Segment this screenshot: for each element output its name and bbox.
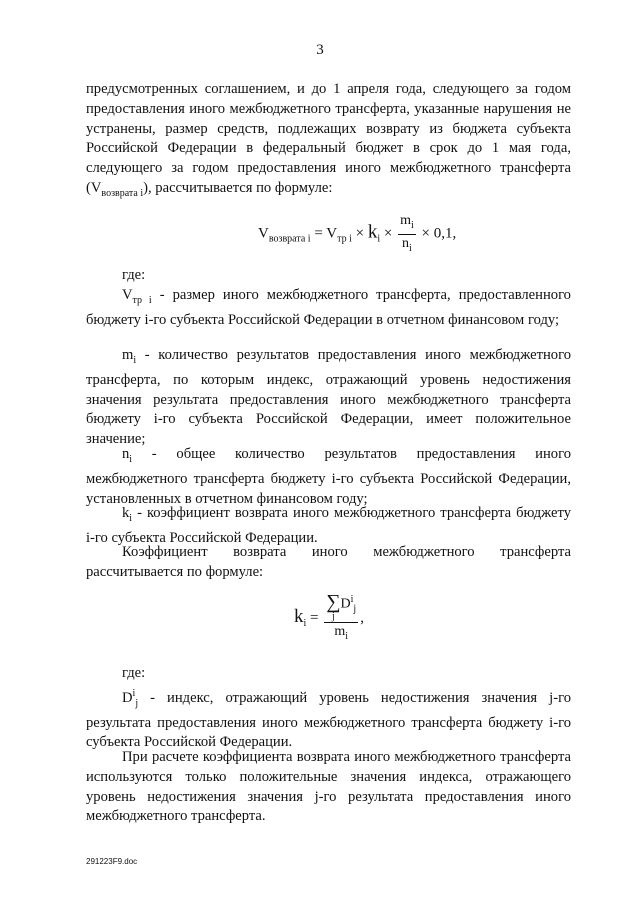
def-v-text: - размер иного межбюджетного трансферта, предоставленного бюджету i-го субъекта Российской Федерации в отчетном финансовом году; [86,287,571,328]
formula2-d: D [340,596,351,612]
formula2-den: m [334,624,346,639]
formula2-tail: , [360,609,364,626]
def-d-sup: i [132,688,136,699]
def-n-subscript: i [129,453,133,465]
definition-n [86,445,571,509]
definition-m [86,346,571,450]
sum-sign: ∑ [326,591,341,613]
formula-times-1: × [351,225,368,242]
sum-index: j [331,611,335,622]
formula2-eq: = [306,609,323,626]
definition-k [86,504,571,549]
formula2-fraction [324,592,358,645]
formula2-den-sub: i [345,630,349,642]
def-m-subscript: i [133,354,137,366]
def-m-text: - количество результатов предоставления иного межбюджетного трансферта, по которым индекс, отражающий уровень недостижения значения результата предоставления иного межбюджетного трансферта бюджету i-го субъекта Российской Федерации, имеет положительное значение; [86,347,571,448]
coefficient-intro: Коэффициент возврата иного межбюджетного трансферта рассчитывается по формуле: [86,544,571,580]
fraction-num-sub: i [410,219,414,231]
paragraph-intro-tail: ), рассчитывается по формуле: [143,179,333,196]
formula-tail: × 0,1, [417,225,457,242]
v-return-subscript: возврата i [101,187,144,199]
formula-tr-sub: тр i [337,233,352,245]
def-d-symbol: D [122,689,133,706]
paragraph-intro-text: предусмотренных соглашением, и до 1 апреля года, следующего за годом предоставления иного межбюджетного трансферта, указанные нарушения не устранены, размер средств, подлежащих возврату из бюджета субъекта Российской Федерации в федеральный бюджет в срок до 1 мая года, следующего за годом предоставления иного межбюджетного трансферта [86,81,571,177]
formula2-d-sup: i [350,594,354,605]
page-number: 3 [316,42,324,58]
formula-times-2: × [380,225,397,242]
definition-d [86,684,571,753]
formula-lhs: V [258,225,269,242]
v-return-symbol: V [90,179,102,196]
formula-k-sub: i [377,233,381,245]
formula-fraction [398,212,416,257]
def-v-subscript: тр i [132,294,152,306]
def-d-sub: j [135,697,139,709]
def-n-symbol: n [122,446,130,462]
def-v-symbol: V [122,287,133,303]
formula2-k: k [294,605,304,627]
def-m-symbol: m [122,347,134,363]
definition-v-tr [86,286,571,331]
formula-eq: = V [310,225,338,242]
def-k-subscript: i [129,512,133,524]
formula-return-amount [258,212,456,257]
final-paragraph: При расчете коэффициента возврата иного межбюджетного трансферта используются только положительные значения индекса, отражающего уровень недостижения значения j-го результата предоставления иного межбюджетного трансферта. [86,749,571,825]
formula-k: k [367,221,378,243]
formula2-k-sub: i [303,617,307,629]
def-k-symbol: k [122,505,130,521]
formula2-d-sub: j [353,603,357,615]
paragraph-intro: предусмотренных соглашением, и до 1 апреля года, следующего за годом предоставления иного межбюджетного трансферта, указанные нарушения не устранены, размер средств, подлежащих возврату из бюджета субъекта Российской Федерации в федеральный бюджет в срок до 1 мая года, следующего за годом предоставления иного межбюджетного трансферта $(V_{возврата i})$, рассчитывается по формуле: [86,81,571,199]
def-d-text: - индекс, отражающий уровень недостижения значения j-го результата предоставления иного межбюджетного трансферта бюджету i-го субъекта Российской Федерации. [86,689,571,751]
where-label-2: где: [122,665,146,681]
file-footer: 291223F9.doc [86,857,138,866]
formula-lhs-sub: возврата i [268,233,311,245]
def-k-text: - коэффициент возврата иного межбюджетного трансферта бюджету i-го субъекта Российской Федерации. [86,505,571,546]
fraction-den: n [402,235,410,251]
fraction-den-sub: i [409,242,412,254]
fraction-num: m [400,213,411,228]
def-n-text: - общее количество результатов предоставления иного межбюджетного трансферта бюджету i-го субъекта Российской Федерации, установленных в отчетном финансовом году; [86,446,571,507]
where-label-1: где: [122,267,146,283]
formula-coefficient [294,592,364,645]
